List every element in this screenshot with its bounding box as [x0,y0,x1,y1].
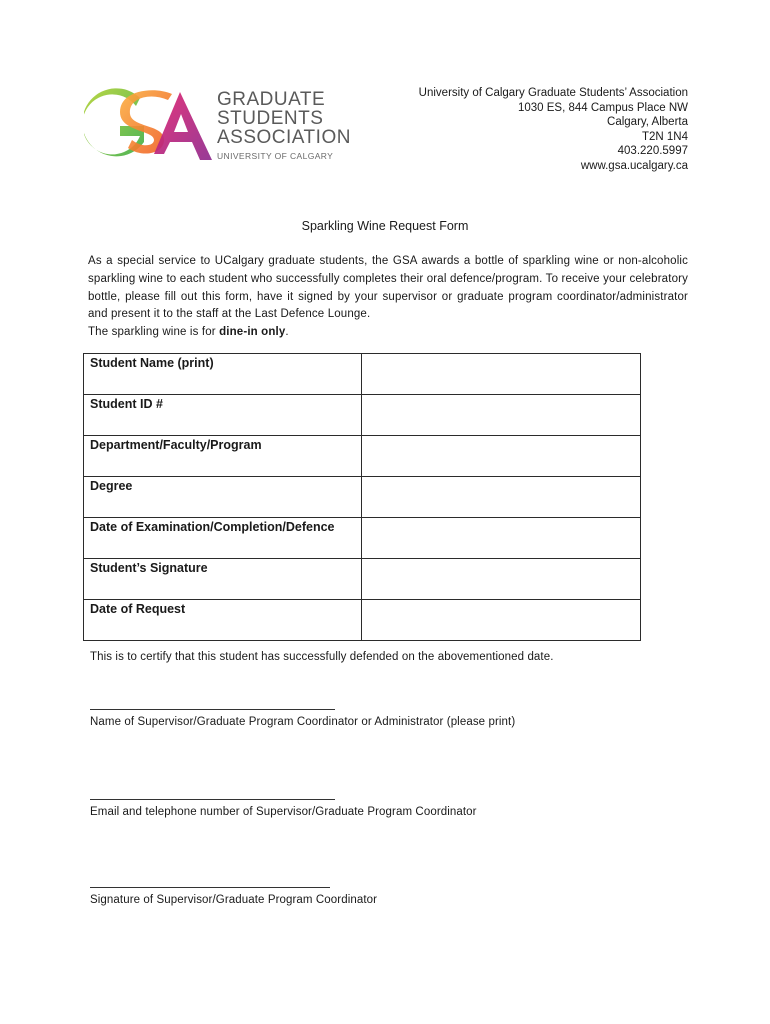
supervisor-signature-label: Signature of Supervisor/Graduate Program Coordinator [90,894,378,906]
degree-field[interactable] [362,477,641,518]
logo-subtitle: UNIVERSITY OF CALGARY [217,151,334,161]
logo-word-graduate: GRADUATE [217,89,326,110]
address-city: Calgary, Alberta [607,116,688,129]
table-row [84,477,641,518]
address-street: 1030 ES, 844 Campus Place NW [517,101,688,114]
field-label-request-date: Date of Request [84,600,362,641]
intro-text [88,253,688,342]
table-row [84,395,641,436]
student-name-field[interactable] [362,354,641,395]
note-prefix: The sparkling wine is for [88,326,220,339]
supervisor-name-label: Name of Supervisor/Graduate Program Coordinator or Administrator (please print) [90,716,516,728]
request-fields-table [83,353,641,641]
department-field[interactable] [362,436,641,477]
logo-word-students: STUDENTS [217,108,324,129]
field-label-student-id: Student ID # [84,395,362,436]
field-label-student-signature: Student’s Signature [84,559,362,600]
field-label-degree: Degree [84,477,362,518]
supervisor-signature-block [90,886,377,906]
supervisor-contact-label: Email and telephone number of Supervisor/Graduate Program Coordinator [90,806,477,818]
address-org: University of Calgary Graduate Students’ Association [418,87,688,99]
field-label-student-name: Student Name (print) [84,354,362,395]
request-date-field[interactable] [362,600,641,641]
dine-in-note [88,324,688,342]
supervisor-contact-block [90,798,477,818]
table-row [84,600,641,641]
table-row [84,354,641,395]
student-signature-field[interactable] [362,559,641,600]
gsa-logo-mark-icon [84,84,216,166]
field-label-department: Department/Faculty/Program [84,436,362,477]
address-phone: 403.220.5997 [617,145,688,158]
form-title: Sparkling Wine Request Form [301,219,469,233]
address-website[interactable]: www.gsa.ucalgary.ca [580,159,688,172]
supervisor-name-block [90,708,515,728]
table-row [84,436,641,477]
table-row [84,559,641,600]
certify-statement: This is to certify that this student has successfully defended on the abovementioned date. [90,651,554,663]
supervisor-name-line[interactable] [90,708,335,710]
note-suffix: . [285,326,289,339]
supervisor-signature-line[interactable] [90,886,330,888]
field-label-exam-date: Date of Examination/Completion/Defence [84,518,362,559]
table-row [84,518,641,559]
address-postal: T2N 1N4 [641,130,688,143]
note-bold: dine-in only [219,326,286,339]
logo-word-association: ASSOCIATION [217,127,351,148]
exam-date-field[interactable] [362,518,641,559]
student-id-field[interactable] [362,395,641,436]
supervisor-contact-line[interactable] [90,798,335,800]
intro-paragraph: As a special service to UCalgary graduate students, the GSA awards a bottle of sparkling wine or non-alcoholic sparkling wine to each student who successfully completes their oral defence/program. To receive your celebratory bottle, please fill out this form, have it signed by your supervisor or graduate program coordinator/administrator and present it to the staff at the Last Defence Lounge. [88,255,688,321]
gsa-logo [84,84,351,166]
address-block [419,86,688,174]
